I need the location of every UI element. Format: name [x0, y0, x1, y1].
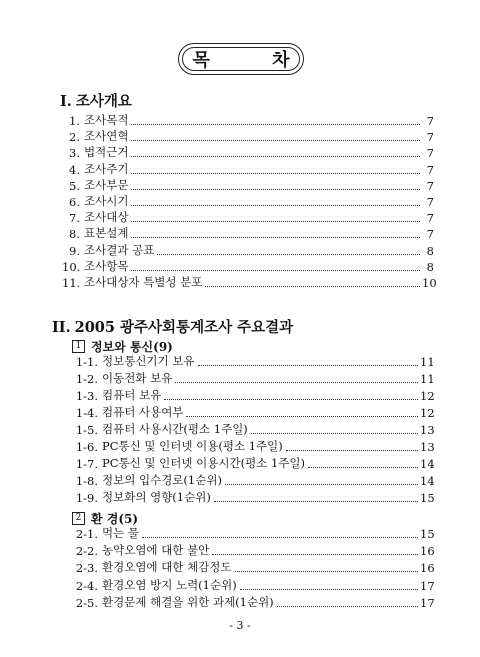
toc-entry-page: 7 — [426, 146, 434, 161]
dot-leader — [240, 589, 418, 590]
toc-entry-page: 11 — [420, 372, 435, 386]
dot-leader — [131, 237, 420, 238]
dot-leader — [277, 606, 418, 607]
toc-entry[interactable] — [62, 179, 434, 193]
toc-entry-number: 1-7. — [75, 457, 98, 471]
toc-entry-number: 2. — [69, 130, 80, 145]
toc-entry-page: 13 — [420, 423, 435, 437]
toc-entry[interactable] — [62, 163, 434, 177]
toc-entry-number: 1-5. — [75, 423, 98, 437]
section-1-number: I. — [60, 93, 72, 110]
toc-entry[interactable] — [62, 275, 437, 290]
dot-leader — [308, 467, 418, 468]
toc-entry-page: 15 — [420, 527, 435, 541]
toc-entry-number: 11. — [62, 276, 81, 290]
toc-entry-title: 조사목적 — [84, 113, 129, 127]
toc-entry-page: 7 — [426, 227, 434, 242]
toc-entry-number: 2-4. — [75, 578, 98, 593]
toc-entry[interactable] — [72, 440, 434, 454]
dot-leader — [175, 382, 418, 383]
dot-leader — [131, 140, 420, 141]
toc-title: 목 차 — [192, 50, 318, 71]
toc-entry-number: 1-2. — [75, 372, 98, 386]
toc-entry-page: 8 — [426, 243, 434, 258]
toc-entry[interactable] — [72, 579, 434, 593]
toc-entry-number: 2-2. — [75, 544, 98, 559]
toc-entry[interactable] — [72, 491, 434, 505]
dot-leader — [131, 221, 420, 222]
toc-entry-number: 1. — [69, 114, 80, 128]
toc-entry-title: 표본설계 — [84, 226, 129, 241]
toc-entry[interactable] — [62, 260, 434, 274]
toc-entry-page: 16 — [420, 561, 435, 576]
toc-entry[interactable] — [72, 372, 434, 386]
toc-entry-title: 조사부문 — [84, 177, 129, 192]
toc-entry-page: 14 — [420, 474, 435, 488]
toc-entry[interactable] — [72, 406, 434, 420]
dot-leader — [186, 416, 418, 417]
toc-entry[interactable] — [62, 227, 434, 241]
toc-entry-title: 정보통신기기 보유 — [102, 354, 195, 368]
toc-entry[interactable] — [72, 389, 434, 403]
dot-leader — [251, 433, 418, 434]
toc-entry-number: 5. — [69, 178, 80, 193]
toc-entry-number: 1-6. — [75, 440, 98, 454]
toc-entry-number: 3. — [69, 146, 80, 161]
toc-entry-page: 7 — [426, 195, 434, 209]
toc-entry-title: 먹는 물 — [102, 526, 139, 540]
toc-entry-page: 12 — [420, 389, 435, 403]
toc-entry-title: 컴퓨터 사용여부 — [102, 405, 184, 419]
dot-leader — [131, 173, 420, 174]
group-1-box-number: 1 — [72, 340, 85, 353]
toc-entry-number: 2-5. — [75, 595, 98, 610]
section-2-label: 2005 광주사회통계조사 주요결과 — [74, 319, 294, 336]
toc-entry[interactable] — [72, 561, 434, 575]
dot-leader — [142, 537, 418, 538]
toc-entry-title: 컴퓨터 사용시간(평소 1주일) — [102, 422, 248, 436]
toc-entry-title: 조사대상 — [84, 210, 129, 225]
toc-entry-page: 7 — [426, 178, 434, 193]
toc-entry[interactable] — [62, 211, 434, 225]
toc-entry-number: 9. — [69, 243, 80, 258]
toc-entry[interactable] — [62, 195, 434, 209]
toc-entry[interactable] — [62, 146, 434, 160]
toc-entry-number: 7. — [69, 211, 80, 226]
dot-leader — [164, 399, 418, 400]
toc-entry-title: 이동전화 보유 — [102, 371, 173, 385]
toc-entry[interactable] — [72, 474, 434, 488]
dot-leader — [198, 365, 418, 366]
toc-entry-page: 7 — [426, 130, 434, 145]
toc-entry-page: 14 — [420, 457, 435, 471]
page-number: - 3 - — [229, 619, 251, 632]
toc-entry-title: 조사대상자 특별성 분포 — [84, 275, 203, 289]
toc-entry-title: PC통신 및 인터넷 이용(평소 1주일) — [102, 439, 283, 453]
toc-entry-page: 11 — [420, 355, 435, 369]
dot-leader — [131, 205, 420, 206]
toc-entry-number: 1-3. — [75, 389, 98, 403]
section-2-heading — [52, 316, 293, 337]
toc-entry-title: 컴퓨터 보유 — [102, 388, 162, 402]
toc-entry[interactable] — [62, 244, 434, 258]
toc-entry-page: 16 — [420, 544, 435, 559]
dot-leader — [286, 450, 418, 451]
toc-entry-number: 1-9. — [75, 491, 98, 505]
toc-entry-title: 조사연혁 — [84, 129, 129, 144]
toc-entry-title: PC통신 및 인터넷 이용시간(평소 1주일) — [102, 456, 305, 470]
dot-leader — [214, 501, 418, 502]
dot-leader — [131, 189, 420, 190]
group-2-box-number: 2 — [72, 512, 85, 525]
toc-entry-number: 8. — [69, 227, 80, 242]
dot-leader — [212, 554, 418, 555]
section-1-label: 조사개요 — [75, 93, 132, 110]
toc-entry-page: 15 — [420, 491, 435, 505]
group-2-label: 환 경(5) — [91, 512, 139, 526]
toc-entry[interactable] — [72, 423, 434, 437]
toc-entry-title: 농약오염에 대한 불안 — [102, 543, 210, 558]
toc-entry-number: 1-4. — [75, 406, 98, 420]
section-1-heading — [60, 90, 132, 111]
toc-entry-number: 2-1. — [75, 527, 98, 541]
dot-leader — [131, 156, 420, 157]
toc-entry-title: 조사시기 — [84, 194, 129, 208]
section-2-number: II. — [52, 319, 71, 336]
toc-entry-title: 정보화의 영향(1순위) — [102, 490, 211, 504]
toc-entry[interactable] — [62, 130, 434, 144]
toc-entry-title: 정보의 입수경로(1순위) — [102, 473, 222, 487]
dot-leader — [131, 124, 420, 125]
toc-entry[interactable] — [72, 596, 434, 610]
dot-leader — [157, 254, 420, 255]
toc-entry[interactable] — [72, 527, 434, 541]
toc-entry-page: 13 — [420, 440, 435, 454]
toc-entry-page: 7 — [426, 162, 434, 177]
toc-entry-number: 10. — [62, 259, 81, 274]
dot-leader — [205, 286, 420, 287]
toc-entry[interactable] — [72, 355, 434, 369]
toc-entry-page: 7 — [426, 114, 434, 128]
toc-entry-page: 8 — [426, 259, 434, 274]
toc-entry-title: 조사결과 공표 — [84, 242, 155, 257]
toc-entry-page: 17 — [420, 578, 435, 593]
toc-entry-page: 10 — [422, 276, 437, 290]
toc-entry-number: 4. — [69, 162, 80, 177]
toc-entry[interactable] — [62, 114, 434, 128]
dot-leader — [131, 270, 420, 271]
toc-entry[interactable] — [72, 544, 434, 558]
toc-entry-number: 1-1. — [75, 355, 98, 369]
toc-entry-page: 12 — [420, 406, 435, 420]
toc-entry-number: 1-8. — [75, 474, 98, 488]
toc-entry-title: 환경오염 방지 노력(1순위) — [102, 577, 237, 592]
toc-entry-title: 환경오염에 대한 체감정도 — [102, 560, 232, 575]
toc-entry-title: 환경문제 해결을 위한 과제(1순위) — [102, 594, 274, 609]
toc-entry-page: 7 — [426, 211, 434, 226]
toc-entry[interactable] — [72, 457, 434, 471]
toc-title-box — [178, 43, 318, 75]
group-1-label: 정보와 통신(9) — [91, 340, 173, 354]
toc-entry-title: 조사주기 — [84, 161, 129, 176]
toc-entry-number: 6. — [69, 195, 80, 209]
toc-entry-title: 법적근거 — [84, 145, 129, 160]
dot-leader — [235, 571, 418, 572]
toc-entry-page: 17 — [420, 595, 435, 610]
toc-entry-title: 조사항목 — [84, 258, 129, 273]
toc-entry-number: 2-3. — [75, 561, 98, 576]
dot-leader — [225, 484, 418, 485]
